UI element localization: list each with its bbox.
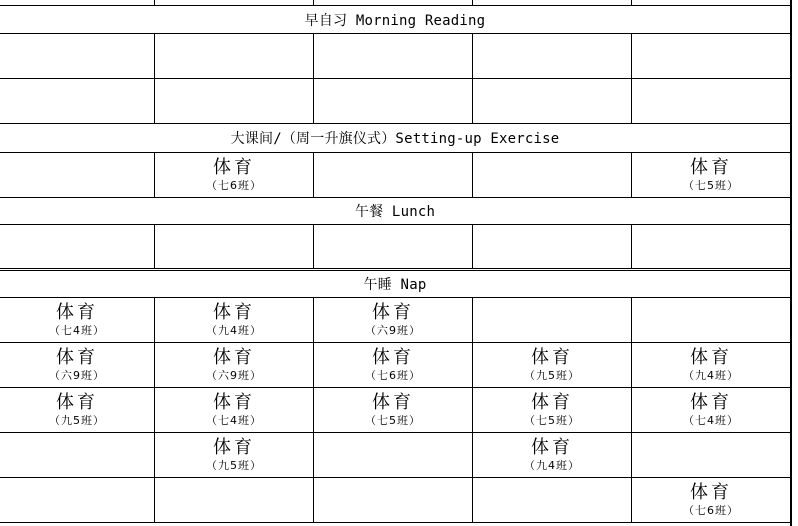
class-label: （九5班）: [49, 413, 105, 427]
table-row: [0, 34, 790, 78]
schedule-cell[interactable]: [314, 388, 473, 432]
schedule-cell[interactable]: [314, 433, 473, 477]
schedule-cell[interactable]: [155, 478, 314, 522]
table-row: [0, 433, 790, 477]
class-label: （九4班）: [524, 458, 580, 472]
schedule-cell[interactable]: [632, 34, 790, 78]
schedule-cell[interactable]: [314, 343, 473, 387]
schedule-cell[interactable]: [155, 388, 314, 432]
schedule-cell[interactable]: [632, 225, 790, 268]
class-label: （七4班）: [49, 323, 105, 337]
banner-morning-reading: [0, 6, 790, 33]
schedule-cell[interactable]: [314, 298, 473, 342]
schedule-cell[interactable]: [314, 153, 473, 197]
table-row: [0, 343, 790, 387]
schedule-cell[interactable]: [632, 79, 790, 123]
subject-label: 体育: [213, 436, 255, 458]
schedule-cell[interactable]: [632, 298, 790, 342]
banner-label: 大课间/（周一升旗仪式）Setting-up Exercise: [230, 131, 560, 147]
table-row: [0, 298, 790, 342]
schedule-cell[interactable]: [473, 478, 632, 522]
subject-label: 体育: [690, 156, 732, 178]
schedule-cell[interactable]: [632, 478, 790, 522]
schedule-cell[interactable]: [632, 153, 790, 197]
banner-lunch: [0, 198, 790, 224]
schedule-cell[interactable]: [632, 388, 790, 432]
schedule-cell[interactable]: [0, 343, 155, 387]
table-row: [0, 79, 790, 123]
subject-label: 体育: [56, 391, 98, 413]
subject-label: 体育: [56, 346, 98, 368]
class-label: （七5班）: [365, 413, 421, 427]
class-label: （七6班）: [206, 178, 262, 192]
class-label: （七5班）: [524, 413, 580, 427]
subject-label: 体育: [531, 346, 573, 368]
schedule-cell[interactable]: [155, 298, 314, 342]
schedule-cell[interactable]: [473, 388, 632, 432]
subject-label: 体育: [56, 301, 98, 323]
schedule-cell[interactable]: [0, 478, 155, 522]
schedule-cell[interactable]: [473, 153, 632, 197]
schedule-cell[interactable]: [0, 298, 155, 342]
table-row: [0, 153, 790, 197]
class-label: （九5班）: [206, 458, 262, 472]
subject-label: 体育: [690, 346, 732, 368]
table-row: [0, 225, 790, 268]
schedule-cell[interactable]: [0, 225, 155, 268]
schedule-cell[interactable]: [155, 343, 314, 387]
class-label: （七6班）: [683, 503, 739, 517]
subject-label: 体育: [213, 391, 255, 413]
schedule-cell[interactable]: [314, 79, 473, 123]
schedule-cell[interactable]: [0, 79, 155, 123]
subject-label: 体育: [690, 481, 732, 503]
subject-label: 体育: [690, 391, 732, 413]
subject-label: 体育: [213, 346, 255, 368]
subject-label: 体育: [372, 346, 414, 368]
schedule-cell[interactable]: [0, 34, 155, 78]
schedule-cell[interactable]: [155, 34, 314, 78]
schedule-cell[interactable]: [155, 153, 314, 197]
table-row: [0, 388, 790, 432]
schedule-cell[interactable]: [473, 225, 632, 268]
schedule-cell[interactable]: [155, 79, 314, 123]
class-label: （七4班）: [683, 413, 739, 427]
schedule-cell[interactable]: [473, 34, 632, 78]
schedule-cell[interactable]: [0, 433, 155, 477]
schedule-cell[interactable]: [473, 79, 632, 123]
class-label: （九5班）: [524, 368, 580, 382]
class-label: （六9班）: [49, 368, 105, 382]
schedule-cell[interactable]: [155, 433, 314, 477]
schedule-cell[interactable]: [632, 433, 790, 477]
banner-label: 午餐 Lunch: [354, 204, 436, 220]
banner-setting-up-exercise: [0, 124, 790, 152]
schedule-cell[interactable]: [473, 343, 632, 387]
schedule-cell[interactable]: [473, 433, 632, 477]
schedule-cell[interactable]: [314, 478, 473, 522]
subject-label: 体育: [213, 301, 255, 323]
class-label: （七4班）: [206, 413, 262, 427]
class-label: （九4班）: [206, 323, 262, 337]
class-label: （六9班）: [206, 368, 262, 382]
subject-label: 体育: [531, 436, 573, 458]
table-row: [0, 478, 790, 522]
banner-label: 早自习 Morning Reading: [304, 12, 486, 29]
class-label: （六9班）: [365, 323, 421, 337]
schedule-cell[interactable]: [314, 34, 473, 78]
banner-label: 午睡 Nap: [363, 277, 427, 293]
schedule-cell[interactable]: [0, 153, 155, 197]
class-label: （七5班）: [683, 178, 739, 192]
schedule-cell[interactable]: [473, 298, 632, 342]
class-label: （七6班）: [365, 368, 421, 382]
class-label: （九4班）: [683, 368, 739, 382]
subject-label: 体育: [531, 391, 573, 413]
schedule-cell[interactable]: [0, 388, 155, 432]
subject-label: 体育: [372, 391, 414, 413]
subject-label: 体育: [213, 156, 255, 178]
schedule-cell[interactable]: [314, 225, 473, 268]
schedule-cell[interactable]: [632, 343, 790, 387]
schedule-cell[interactable]: [155, 225, 314, 268]
subject-label: 体育: [372, 301, 414, 323]
banner-nap: [0, 271, 790, 297]
